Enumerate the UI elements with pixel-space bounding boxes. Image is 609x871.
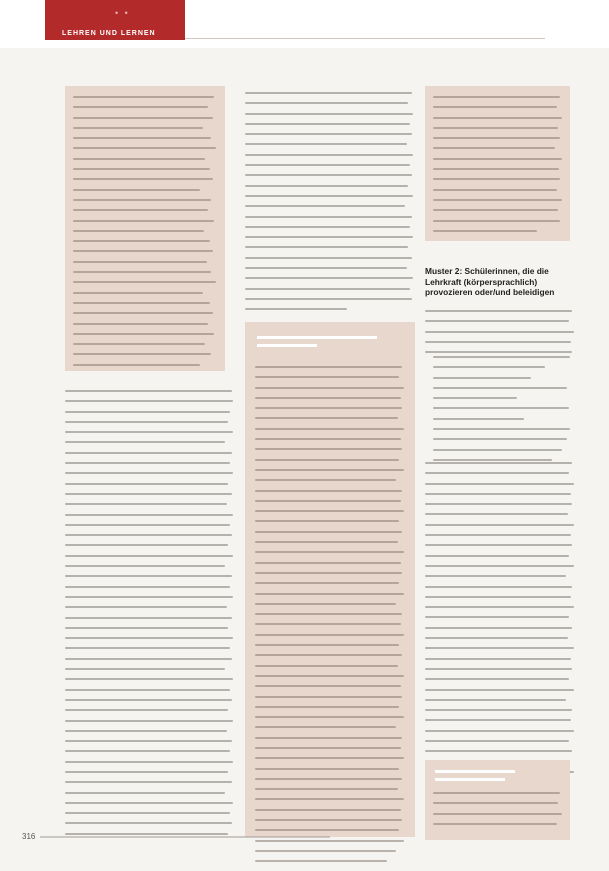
quote-box	[65, 86, 225, 371]
sidebar-box	[245, 322, 415, 837]
sidebar-box-title	[257, 334, 407, 356]
bullet-lines	[433, 356, 573, 469]
footer-text	[40, 836, 330, 838]
col3-top-box-text	[433, 96, 563, 240]
col3-bottom-box-title	[435, 768, 555, 788]
quote-box-text	[73, 96, 217, 374]
section-title: LEHREN UND LERNEN	[62, 30, 156, 37]
col2-body-text	[245, 92, 415, 319]
banner-decoration: • •	[115, 8, 130, 18]
header-rule	[185, 38, 545, 39]
sidebar-box-text	[255, 366, 405, 871]
col3-bottom-box	[425, 760, 570, 840]
col3-body-text	[425, 462, 575, 792]
col1-body-text	[65, 390, 235, 843]
col3-intro-text	[425, 310, 575, 361]
col3-bottom-box-text	[433, 792, 563, 833]
col3-top-box	[425, 86, 570, 241]
section-heading: Muster 2: Schülerinnen, die die Lehrkraft (körpersprachlich) provozieren oder/und beleidigen	[425, 266, 555, 297]
page-number: 316	[22, 832, 36, 841]
